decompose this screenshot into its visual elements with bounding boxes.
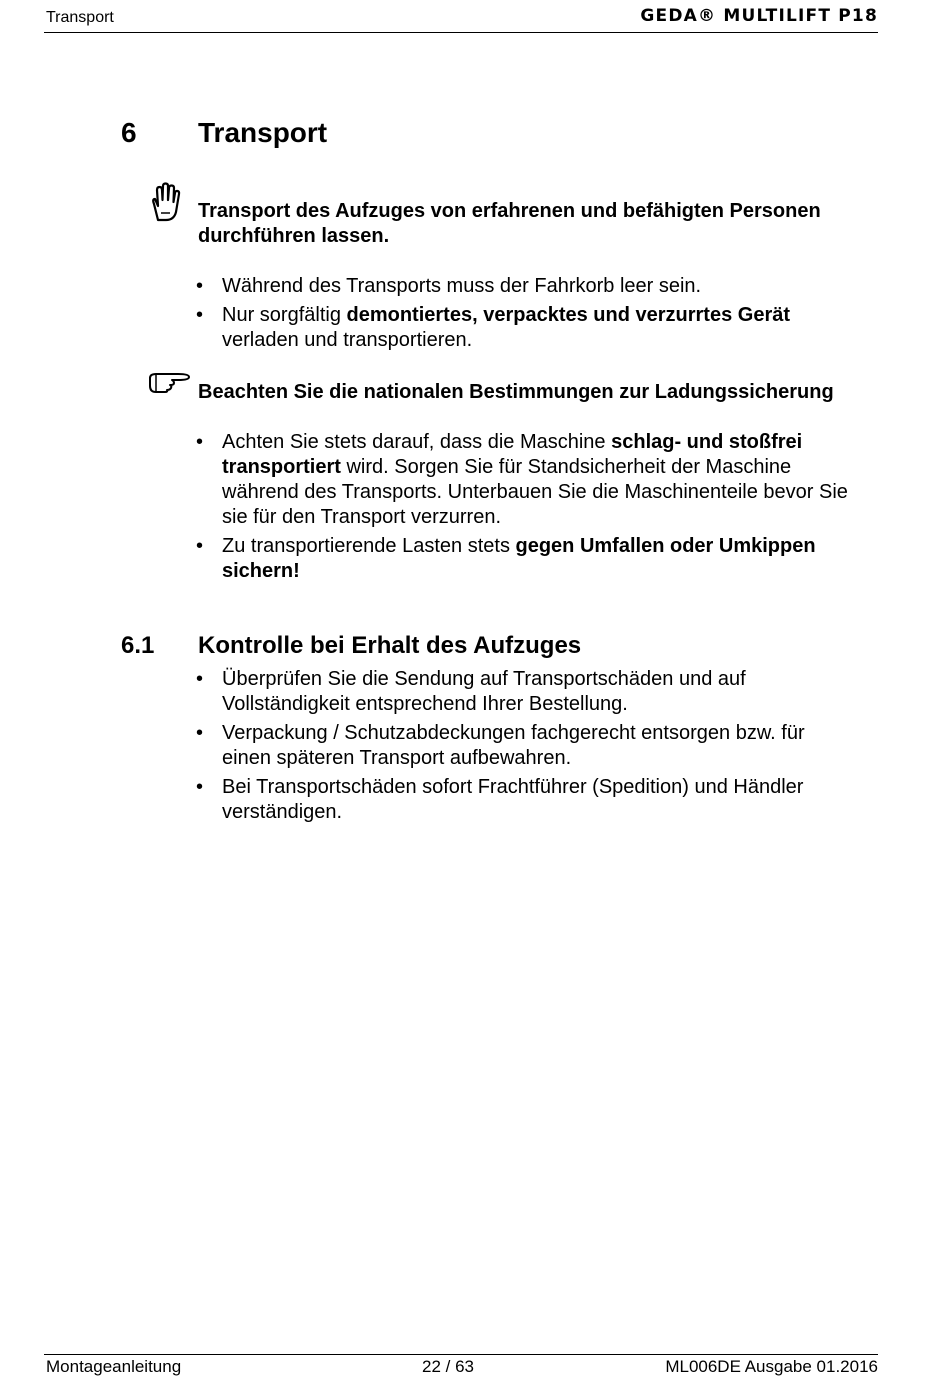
list-item: • Überprüfen Sie die Sendung auf Transportschäden und auf Vollständigkeit entsprechend Ihrer Bestellung. — [196, 668, 746, 715]
header-divider — [44, 32, 878, 33]
list-item: • Zu transportierende Lasten stets gegen Umfallen oder Umkippen sichern! — [196, 535, 816, 582]
section-title: Transport — [198, 117, 328, 148]
subsection-number: 6.1 — [121, 632, 155, 659]
list-item: • Während des Transports muss der Fahrkorb leer sein. — [196, 275, 702, 297]
list-item: • Verpackung / Schutzabdeckungen fachgerecht entsorgen bzw. für einen späteren Transport aufbewahren. — [196, 722, 805, 769]
footer-edition: ML006DE Ausgabe 01.2016 — [665, 1357, 878, 1376]
footer-divider — [44, 1354, 878, 1355]
list-item: • Bei Transportschäden sofort Frachtführer (Spedition) und Händler verständigen. — [196, 776, 804, 823]
footer-document-type: Montageanleitung — [46, 1357, 182, 1376]
load-securing-list — [196, 430, 856, 588]
list-item: • Nur sorgfältig demontiertes, verpacktes und verzurrtes Gerät verladen und transportieren. — [196, 304, 791, 351]
transport-rules-list — [196, 274, 856, 357]
list-item: • Achten Sie stets darauf, dass die Maschine schlag- und stoßfrei transportiert wird. Sorgen Sie für Standsicherheit der Maschine während des Transports. Unterbauen Sie die Maschinenteile bevor Sie sie für den Transport verzurren. — [196, 431, 848, 528]
inspection-list — [196, 667, 856, 829]
section-number: 6 — [121, 117, 137, 148]
subsection-title: Kontrolle bei Erhalt des Aufzuges — [198, 632, 582, 659]
header-brand-logo: GEDA® MULTILIFT P18 — [640, 6, 878, 26]
regulation-note: Beachten Sie die nationalen Bestimmungen zur Ladungssicherung — [198, 381, 834, 403]
pointing-hand-icon — [148, 368, 192, 394]
safety-note: Transport des Aufzuges von erfahrenen und befähigten Personen durchführen lassen. — [198, 200, 821, 247]
hand-stop-icon — [148, 182, 184, 222]
header-section-title: Transport — [46, 9, 114, 26]
footer-page-number: 22 / 63 — [422, 1357, 474, 1376]
